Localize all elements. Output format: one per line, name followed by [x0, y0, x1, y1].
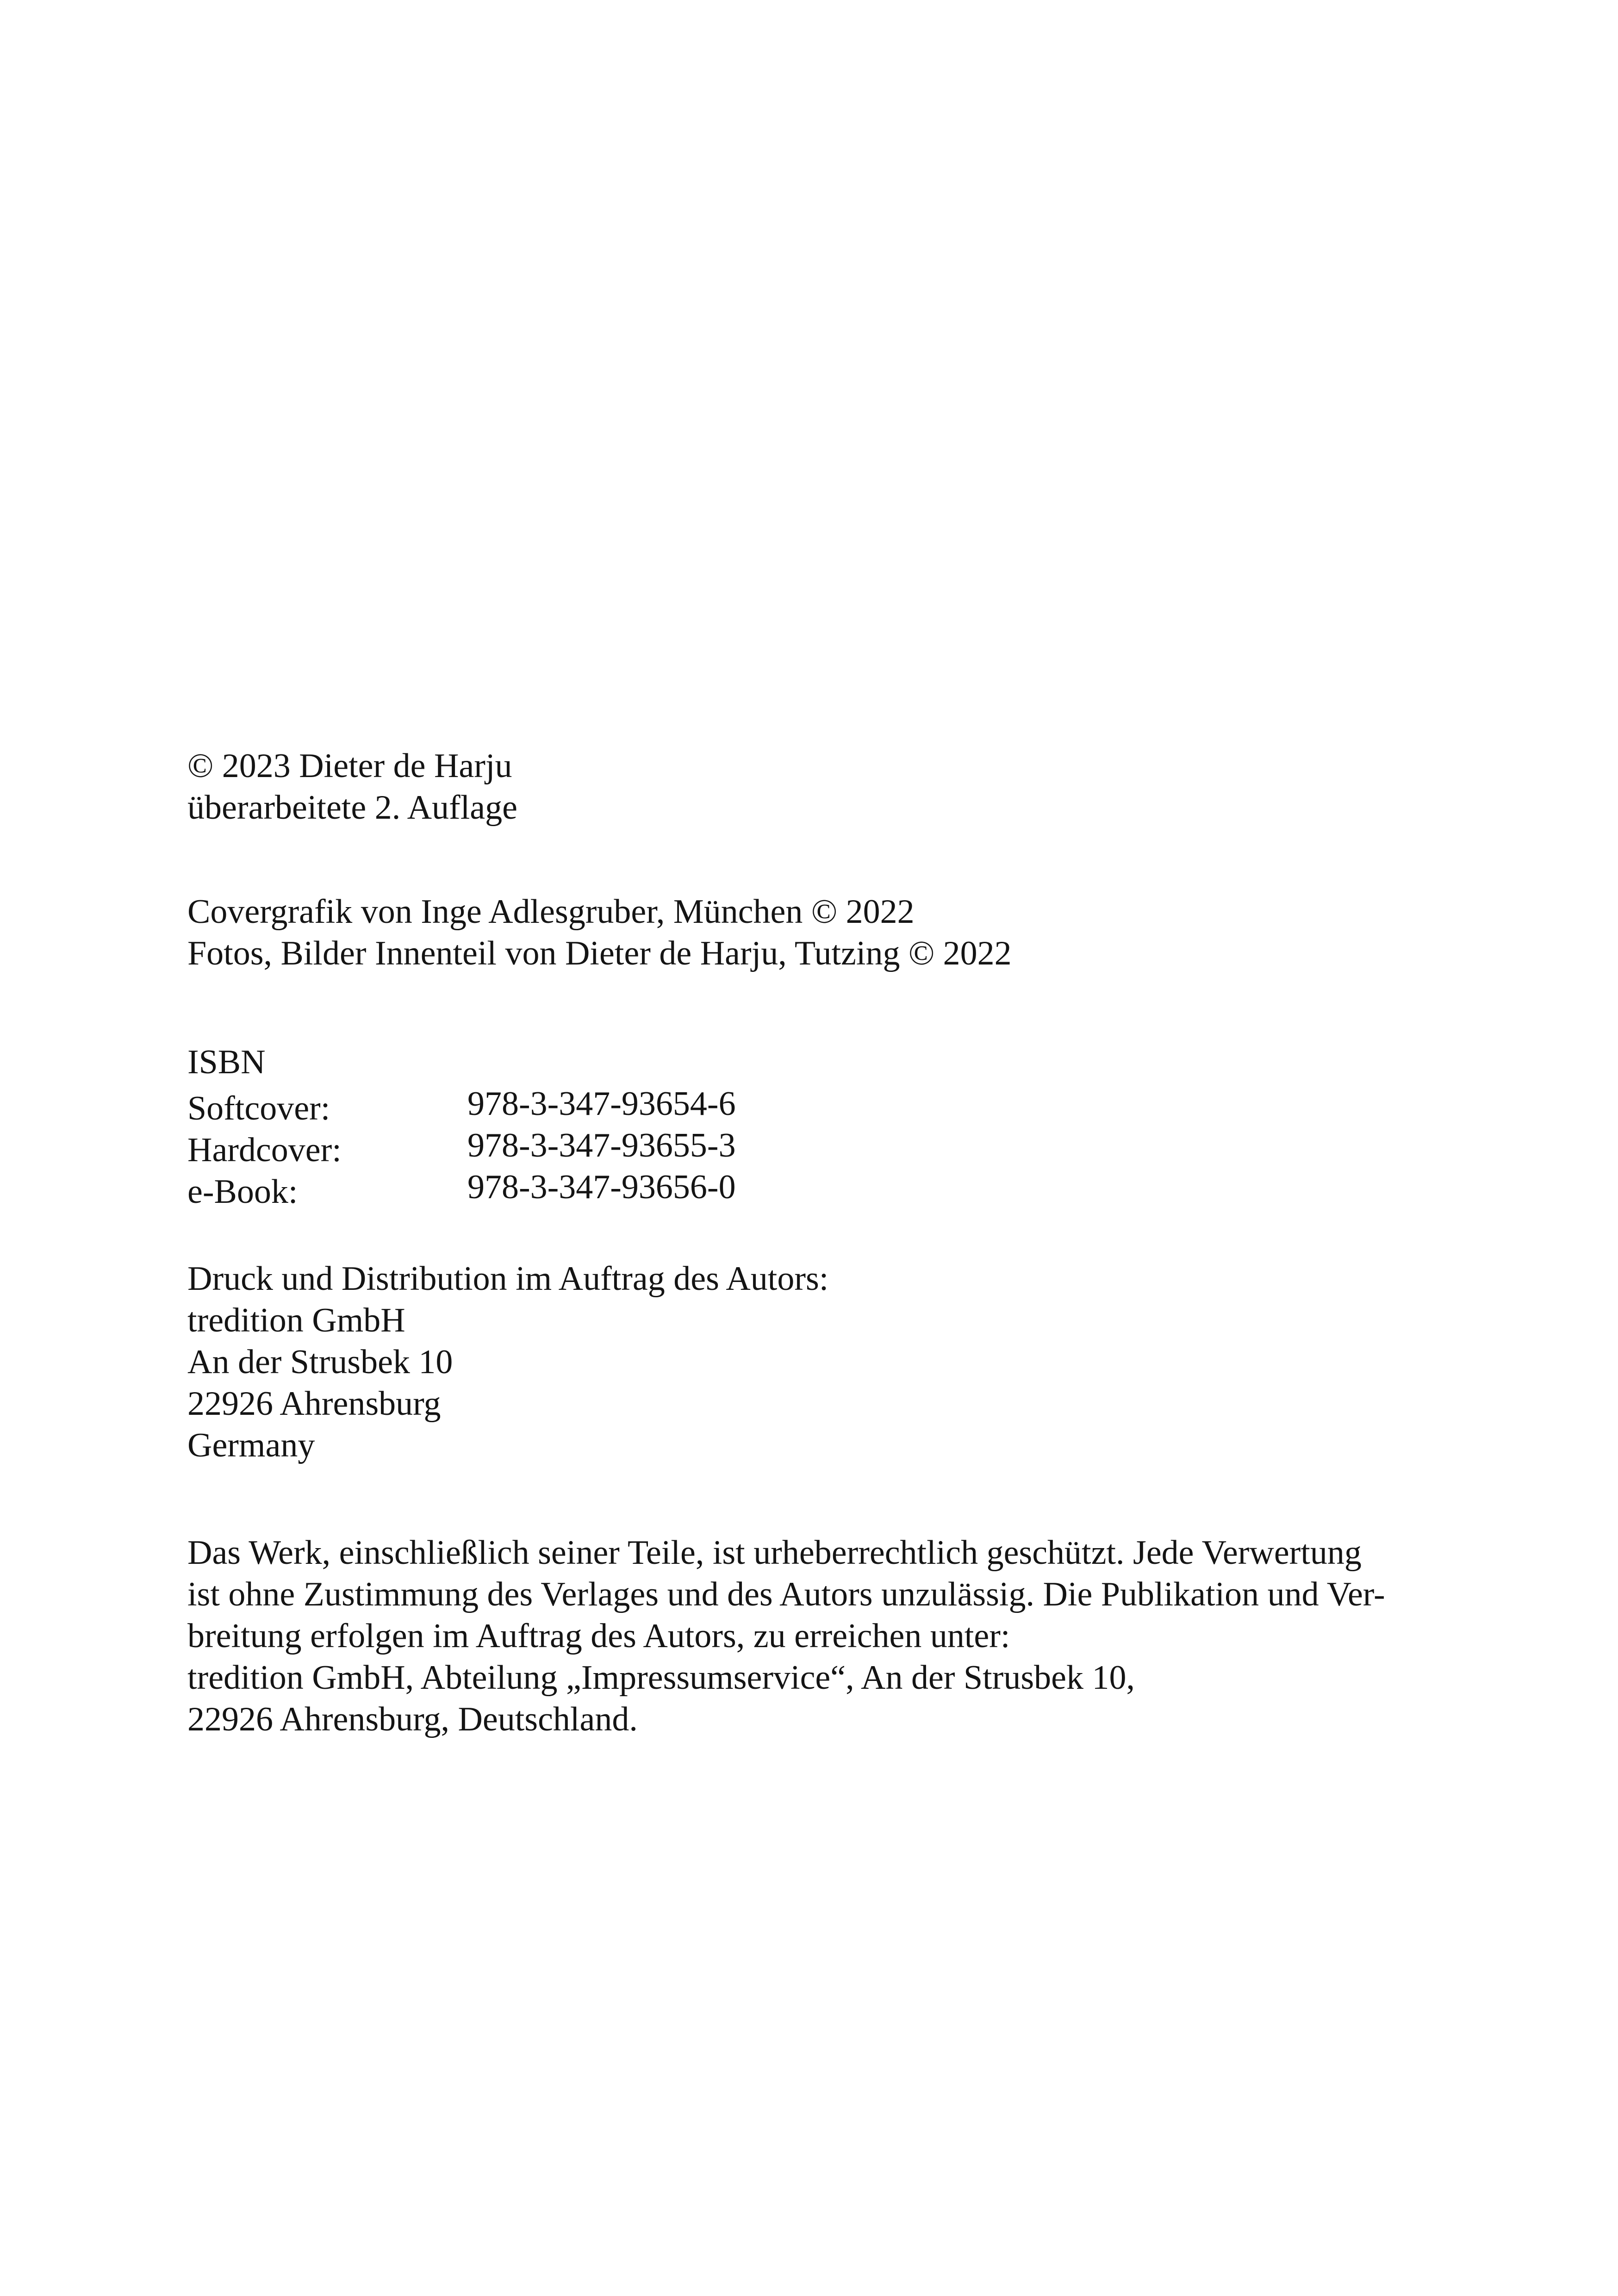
isbn-value: 978-3-347-93655-3: [467, 1126, 736, 1164]
isbn-row-hardcover: [187, 1125, 736, 1169]
isbn-label: Hardcover:: [187, 1131, 342, 1169]
cover-credit: Covergrafik von Inge Adlesgruber, München © 2022: [187, 893, 915, 931]
legal-notice: [187, 1532, 1385, 1740]
edition-line: überarbeitete 2. Auflage: [187, 789, 517, 827]
copyright-line: © 2023 Dieter de Harju: [187, 747, 512, 785]
legal-line: ist ohne Zustimmung des Verlages und des Autors unzulässig. Die Publikation und Ver-: [187, 1575, 1385, 1613]
isbn-value: 978-3-347-93654-6: [467, 1085, 736, 1123]
image-credits: [187, 891, 1012, 974]
legal-line: 22926 Ahrensburg, Deutschland.: [187, 1700, 638, 1738]
printer-company: tredition GmbH: [187, 1301, 405, 1339]
copyright-notice: [187, 745, 517, 828]
printer-address: [187, 1258, 828, 1466]
printer-city: 22926 Ahrensburg: [187, 1385, 441, 1423]
legal-line: breitung erfolgen im Auftrag des Autors, zu erreichen unter:: [187, 1617, 1010, 1655]
isbn-value: 978-3-347-93656-0: [467, 1168, 736, 1206]
legal-line: Das Werk, einschließlich seiner Teile, ist urheberrechtlich geschützt. Jede Verwertung: [187, 1534, 1362, 1572]
printer-country: Germany: [187, 1426, 315, 1464]
isbn-section: [187, 1041, 736, 1211]
isbn-row-softcover: [187, 1083, 736, 1127]
photo-credit: Fotos, Bilder Innenteil von Dieter de Harju, Tutzing © 2022: [187, 934, 1012, 972]
isbn-label: e-Book:: [187, 1173, 298, 1211]
legal-line: tredition GmbH, Abteilung „Impressumservice“, An der Strusbek 10,: [187, 1659, 1135, 1697]
isbn-heading: ISBN: [187, 1043, 266, 1081]
printer-street: An der Strusbek 10: [187, 1343, 453, 1381]
isbn-label: Softcover:: [187, 1089, 330, 1127]
printer-intro: Druck und Distribution im Auftrag des Autors:: [187, 1260, 829, 1298]
isbn-row-ebook: [187, 1166, 736, 1211]
